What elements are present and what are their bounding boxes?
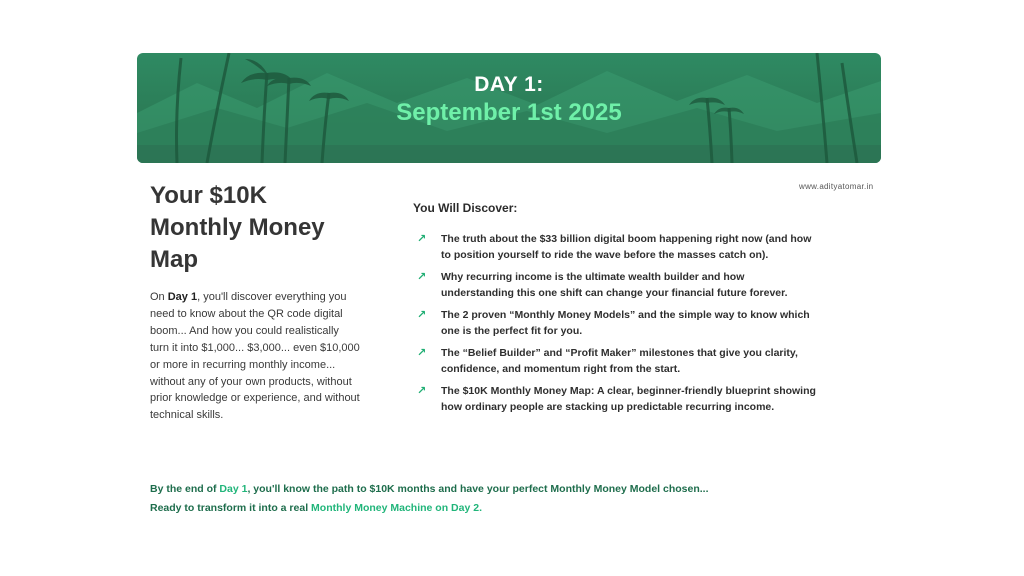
list-item-text: The truth about the $33 billion digital boom happening right now (and how to position yourself to ride the wave before the masses catch on). — [441, 233, 812, 261]
day-banner — [137, 53, 881, 163]
list-item-text: The $10K Monthly Money Map: A clear, beginner-friendly blueprint showing how ordinary people are stacking up predictable recurring income. — [441, 385, 816, 413]
arrow-up-right-icon: ↗ — [417, 347, 427, 359]
arrow-up-right-icon: ↗ — [417, 233, 427, 245]
list-item-text: The “Belief Builder” and “Profit Maker” milestones that give you clarity, confidence, and momentum right from the start. — [441, 347, 798, 375]
list-item-text: Why recurring income is the ultimate wealth builder and how understanding this one shift can change your financial future forever. — [441, 271, 788, 299]
title-line-1: Your $10K — [150, 182, 267, 209]
page-title — [150, 180, 370, 276]
list-item — [417, 307, 817, 339]
intro-after: , you'll discover everything you need to know about the QR code digital boom... And how you could realistically turn it into $1,000... $3,000... even $10,000 or more in recurring monthly income... without any of your own products, without prior knowledge or experience, and without technical skills. — [150, 291, 360, 422]
list-item — [417, 269, 817, 301]
arrow-up-right-icon: ↗ — [417, 271, 427, 283]
website-url: www.adityatomar.in — [799, 182, 874, 191]
list-item — [417, 345, 817, 377]
title-line-3: Map — [150, 246, 198, 273]
discover-list — [417, 231, 817, 421]
arrow-up-right-icon: ↗ — [417, 385, 427, 397]
closing-day-highlight: Day 1 — [219, 483, 248, 495]
closing-line-2 — [150, 499, 850, 518]
intro-paragraph — [150, 289, 360, 424]
banner-date: September 1st 2025 — [396, 99, 622, 126]
closing-machine-highlight: Monthly Money Machine on Day 2. — [311, 501, 482, 514]
list-item — [417, 231, 817, 263]
intro-before: On — [150, 291, 168, 303]
banner-title: DAY 1: — [474, 73, 544, 96]
closing-summary — [150, 480, 850, 517]
closing-text-1: By the end of — [150, 483, 220, 495]
closing-line-1 — [150, 480, 850, 499]
closing-text-2: , you'll know the path to $10K months and have your perfect Monthly Money Model chosen... — [247, 483, 709, 495]
list-item-text: The 2 proven “Monthly Money Models” and the simple way to know which one is the perfect fit for you. — [441, 309, 810, 337]
arrow-up-right-icon: ↗ — [417, 309, 427, 321]
discover-heading: You Will Discover: — [413, 201, 518, 215]
title-line-2: Monthly Money — [150, 214, 325, 241]
closing-text-3: Ready to transform it into a real — [150, 501, 312, 514]
intro-day-bold: Day 1 — [167, 291, 198, 303]
list-item — [417, 383, 817, 415]
